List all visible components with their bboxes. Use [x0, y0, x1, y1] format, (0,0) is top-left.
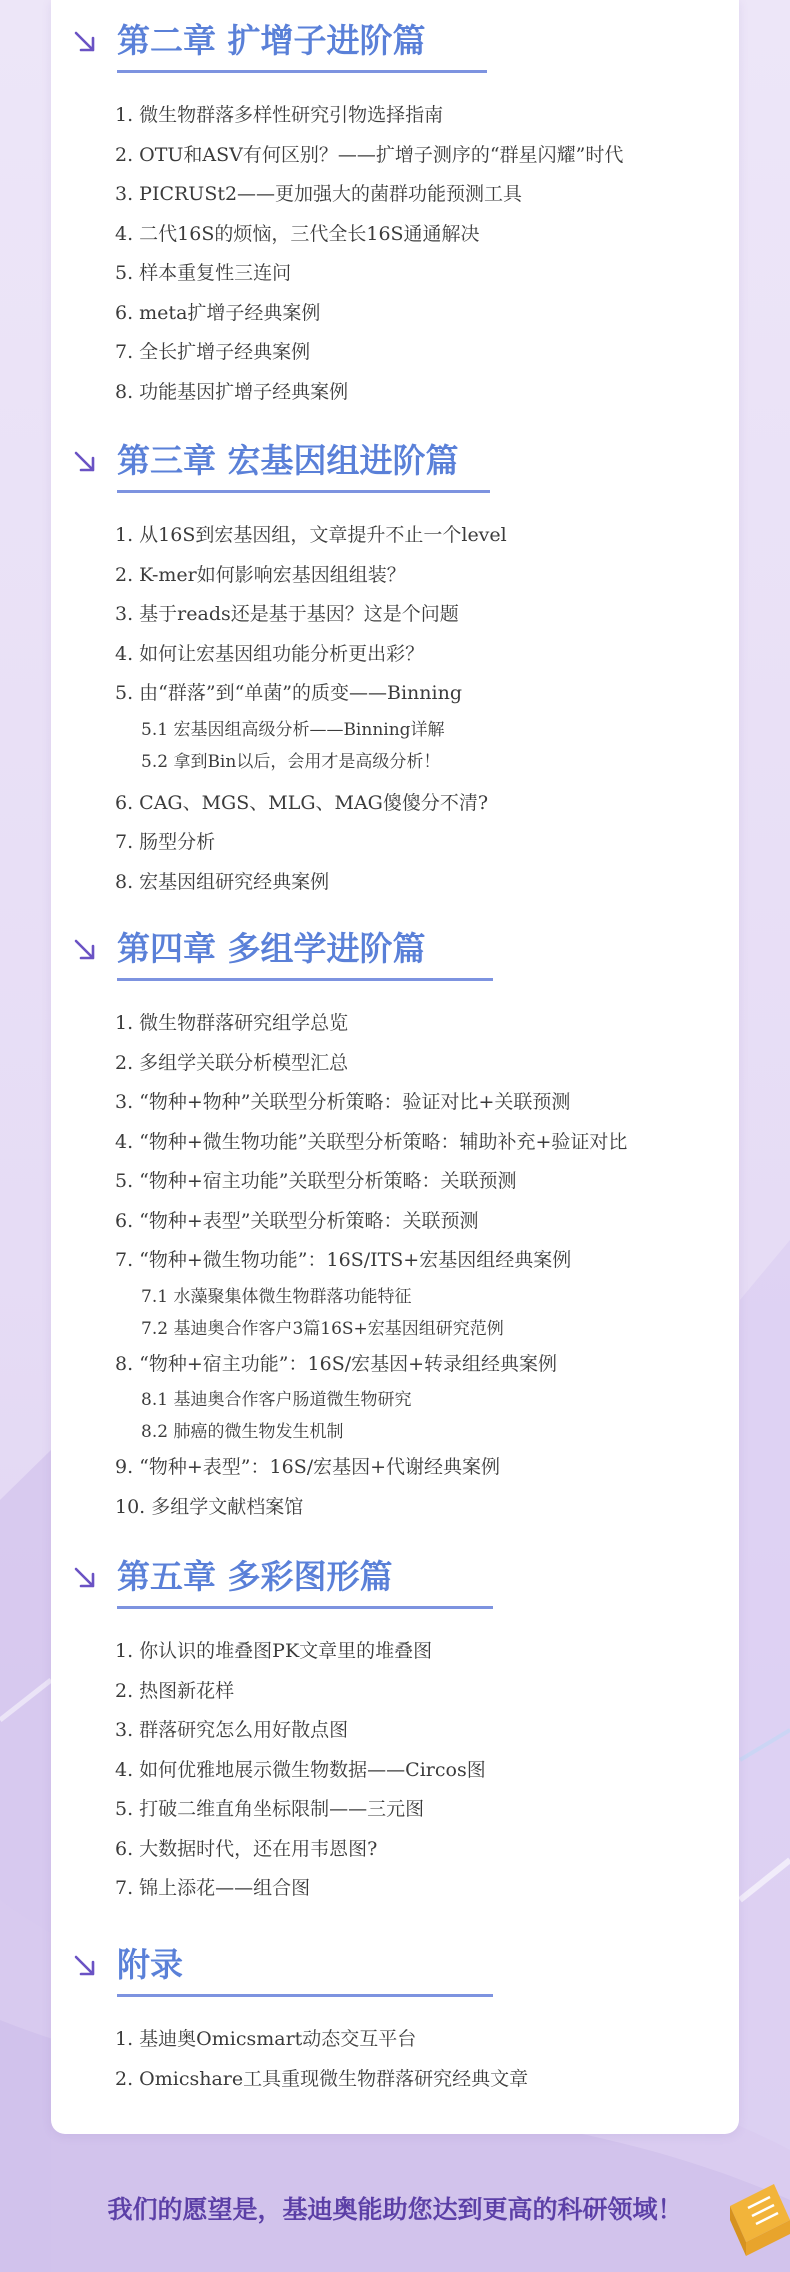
arrow-down-right-icon — [73, 938, 97, 962]
toc-item[interactable]: 7. 锦上添花——组合图 — [115, 1877, 311, 1899]
toc-item[interactable]: 4. 如何优雅地展示微生物数据——Circos图 — [115, 1758, 486, 1781]
toc-item[interactable]: 1. 微生物群落研究组学总览 — [115, 1012, 349, 1034]
chapter-heading — [51, 926, 739, 986]
toc-item[interactable]: 5. 由“群落”到“单菌”的质变——Binning — [115, 682, 463, 704]
chapter-items — [51, 2020, 739, 2099]
chapter-heading — [51, 438, 739, 498]
toc-subitem[interactable]: 8.1 基迪奥合作客户肠道微生物研究 — [141, 1390, 412, 1410]
toc-item[interactable]: 2. 多组学关联分析模型汇总 — [115, 1051, 349, 1074]
chapter-underline — [117, 978, 493, 981]
chapter-4 — [51, 926, 739, 1527]
toc-subitem[interactable]: 5.2 拿到Bin以后，会用才是高级分析！ — [141, 751, 441, 772]
toc-item[interactable]: 1. 微生物群落多样性研究引物选择指南 — [115, 104, 444, 126]
toc-item[interactable]: 1. 从16S到宏基因组，文章提升不止一个level — [115, 524, 507, 546]
toc-item[interactable]: 2. K-mer如何影响宏基因组组装？ — [115, 563, 406, 586]
chapter-heading — [51, 1554, 739, 1614]
arrow-down-right-icon — [73, 450, 97, 474]
toc-item[interactable]: 2. 热图新花样 — [115, 1679, 235, 1702]
toc-item[interactable]: 6. “物种+表型”关联型分析策略：关联预测 — [115, 1209, 479, 1232]
toc-card — [51, 0, 739, 2134]
footer-slogan: 我们的愿望是，基迪奥能助您达到更高的科研领域！ — [107, 2195, 683, 2224]
chapter-items — [51, 1632, 739, 1909]
toc-subitem[interactable]: 7.2 基迪奥合作客户3篇16S+宏基因组研究范例 — [141, 1318, 504, 1339]
toc-item[interactable]: 8. 功能基因扩增子经典案例 — [115, 380, 349, 403]
chapter-items — [51, 516, 739, 902]
chapter-title: 第二章 扩增子进阶篇 — [117, 21, 426, 60]
toc-item[interactable]: 6. 大数据时代，还在用韦恩图? — [115, 1837, 378, 1860]
appendix — [51, 1942, 739, 2099]
toc-item[interactable]: 5. “物种+宿主功能”关联型分析策略：关联预测 — [115, 1170, 517, 1192]
toc-item[interactable]: 3. 群落研究怎么用好散点图 — [115, 1719, 349, 1741]
toc-item[interactable]: 10. 多组学文献档案馆 — [115, 1495, 304, 1518]
book-icon — [724, 2180, 790, 2260]
chapter-title: 第五章 多彩图形篇 — [117, 1557, 393, 1596]
chapter-underline — [117, 1606, 493, 1609]
chapter-heading — [51, 1942, 739, 2002]
chapter-title: 附录 — [117, 1945, 183, 1984]
arrow-down-right-icon — [73, 30, 97, 54]
chapter-items — [51, 96, 739, 412]
toc-item[interactable]: 5. 打破二维直角坐标限制——三元图 — [115, 1798, 425, 1820]
toc-subitem[interactable]: 7.1 水藻聚集体微生物群落功能特征 — [141, 1286, 412, 1307]
arrow-down-right-icon — [73, 1954, 97, 1978]
toc-item[interactable]: 3. 基于reads还是基于基因？这是个问题 — [115, 603, 459, 625]
chapter-5 — [51, 1554, 739, 1909]
toc-item[interactable]: 7. 肠型分析 — [115, 831, 216, 853]
toc-item[interactable]: 8. “物种+宿主功能”：16S/宏基因+转录组经典案例 — [115, 1352, 558, 1375]
toc-subitem[interactable]: 8.2 肺癌的微生物发生机制 — [141, 1422, 344, 1442]
toc-item[interactable]: 6. meta扩增子经典案例 — [115, 301, 321, 324]
toc-item[interactable]: 1. 基迪奥Omicsmart动态交互平台 — [115, 2028, 417, 2050]
chapter-2 — [51, 18, 739, 412]
arrow-down-right-icon — [73, 1566, 97, 1590]
chapter-heading — [51, 18, 739, 78]
toc-item[interactable]: 3. “物种+物种”关联型分析策略：验证对比+关联预测 — [115, 1091, 571, 1113]
toc-item[interactable]: 4. “物种+微生物功能”关联型分析策略：辅助补充+验证对比 — [115, 1130, 628, 1153]
chapter-underline — [117, 70, 487, 73]
chapter-title: 第三章 宏基因组进阶篇 — [117, 441, 459, 480]
toc-item[interactable]: 9. “物种+表型”：16S/宏基因+代谢经典案例 — [115, 1456, 501, 1478]
chapter-underline — [117, 490, 490, 493]
chapter-3 — [51, 438, 739, 902]
toc-item[interactable]: 8. 宏基因组研究经典案例 — [115, 870, 330, 893]
chapter-title: 第四章 多组学进阶篇 — [117, 929, 426, 968]
toc-item[interactable]: 7. 全长扩增子经典案例 — [115, 341, 311, 363]
chapter-items — [51, 1004, 739, 1527]
toc-item[interactable]: 2. OTU和ASV有何区别？——扩增子测序的“群星闪耀”时代 — [115, 143, 624, 166]
toc-item[interactable]: 3. PICRUSt2——更加强大的菌群功能预测工具 — [115, 183, 523, 205]
toc-item[interactable]: 4. 二代16S的烦恼，三代全长16S通通解决 — [115, 222, 480, 245]
toc-item[interactable]: 7. “物种+微生物功能”：16S/ITS+宏基因组经典案例 — [115, 1249, 572, 1271]
toc-item[interactable]: 5. 样本重复性三连问 — [115, 262, 292, 284]
toc-item[interactable]: 6. CAG、MGS、MLG、MAG傻傻分不清? — [115, 791, 489, 814]
toc-subitem[interactable]: 5.1 宏基因组高级分析——Binning详解 — [141, 719, 445, 740]
toc-item[interactable]: 2. Omicshare工具重现微生物群落研究经典文章 — [115, 2067, 529, 2090]
toc-item[interactable]: 4. 如何让宏基因组功能分析更出彩？ — [115, 642, 425, 665]
toc-item[interactable]: 1. 你认识的堆叠图PK文章里的堆叠图 — [115, 1640, 433, 1662]
chapter-underline — [117, 1994, 493, 1997]
